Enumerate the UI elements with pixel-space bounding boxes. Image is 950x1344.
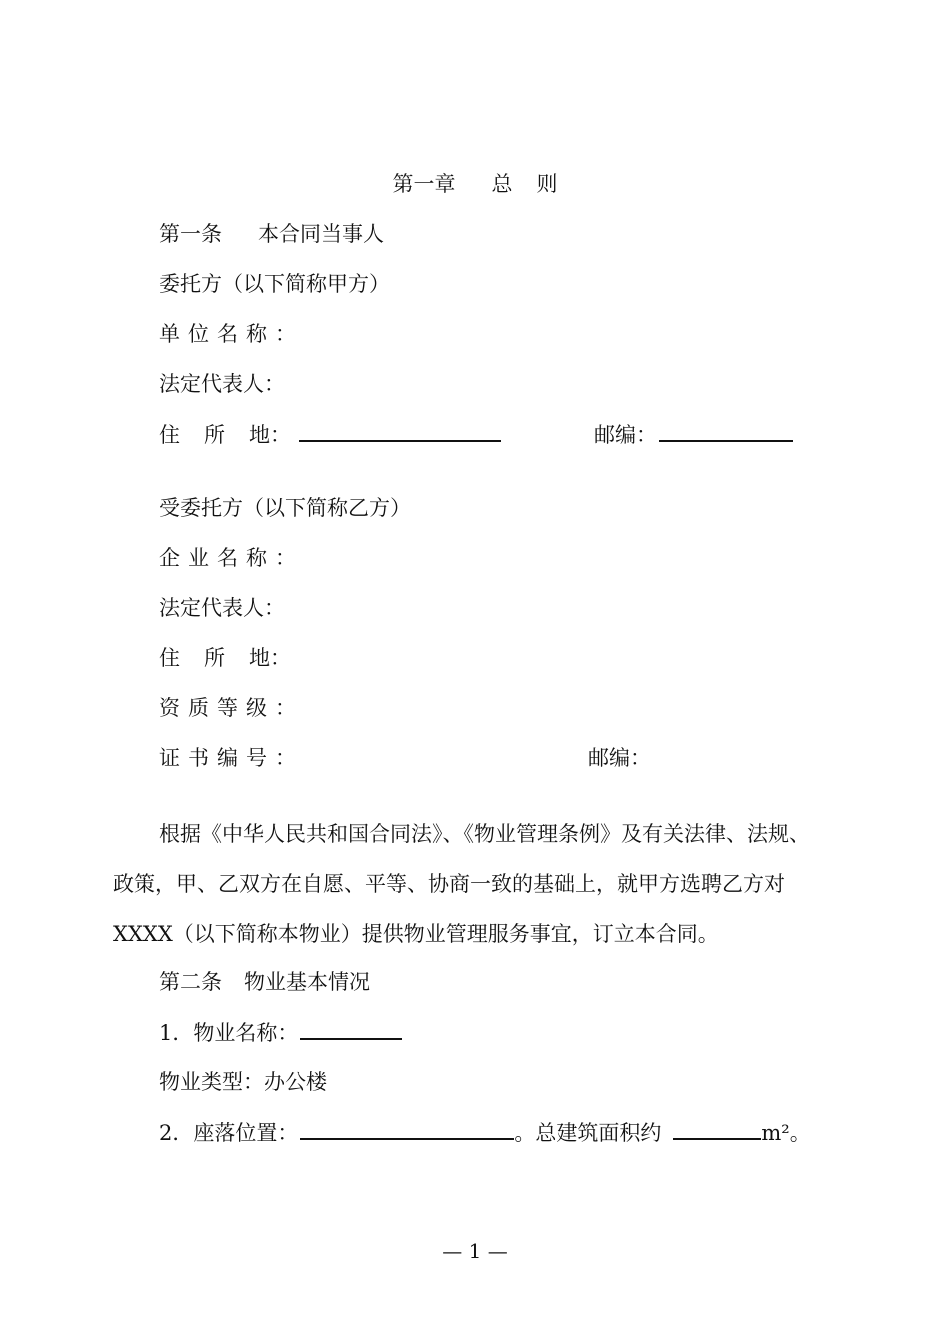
article2-title: 物业基本情况 — [244, 970, 370, 994]
party-a-address-label-1: 住 — [159, 423, 180, 447]
area-field[interactable] — [673, 1118, 761, 1140]
article2-number: 第二条 — [159, 970, 222, 994]
article1-title: 本合同当事人 — [258, 222, 384, 246]
party-b-address-label-2: 所 — [204, 646, 225, 670]
location-field[interactable] — [300, 1118, 514, 1140]
party-b-qualification-label: 资质等级： — [159, 696, 304, 720]
location-label: 2．座落位置： — [159, 1121, 299, 1145]
party-a-address-row — [159, 420, 501, 449]
party-a-address-field[interactable] — [299, 420, 501, 442]
preamble-line-2: 政策，甲、乙双方在自愿、平等、协商一致的基础上，就甲方选聘乙方对 — [113, 872, 785, 896]
area-unit: m²。 — [761, 1121, 811, 1145]
party-a-address-label-2: 所 — [204, 423, 225, 447]
party-b-address-label-1: 住 — [159, 646, 180, 670]
party-a-postcode-field[interactable] — [659, 420, 793, 442]
party-a-org-name-label: 单位名称： — [159, 322, 304, 346]
area-text: 。总建筑面积约 — [514, 1121, 662, 1145]
property-name-field[interactable] — [300, 1018, 402, 1040]
chapter-number: 第一章 — [392, 172, 456, 196]
party-a-postcode-label: 邮编： — [594, 423, 657, 447]
property-name-label: 1．物业名称： — [159, 1021, 299, 1045]
preamble-line-3: XXXX（以下简称本物业）提供物业管理服务事宜，订立本合同。 — [113, 922, 719, 946]
party-b-postcode-label: 邮编： — [588, 746, 651, 770]
location-row — [159, 1118, 811, 1147]
party-a-address-label-3: 地： — [249, 423, 291, 447]
party-b-address-label-3: 地： — [249, 646, 291, 670]
party-b-label: 受委托方（以下简称乙方） — [159, 496, 411, 520]
chapter-title — [0, 170, 950, 198]
page-number: — 1 — — [442, 1239, 508, 1263]
article2-heading — [159, 968, 370, 996]
property-type: 物业类型：办公楼 — [159, 1070, 327, 1094]
chapter-subtitle-a: 总 — [491, 172, 513, 196]
party-a-legal-rep-label: 法定代表人： — [159, 372, 285, 396]
article1-number: 第一条 — [159, 222, 222, 246]
party-a-postcode-row — [594, 420, 793, 449]
party-b-legal-rep-label: 法定代表人： — [159, 596, 285, 620]
preamble-line-1: 根据《中华人民共和国合同法》、《物业管理条例》及有关法律、法规、 — [159, 822, 810, 846]
chapter-subtitle-b: 则 — [536, 172, 558, 196]
party-a-label: 委托方（以下简称甲方） — [159, 272, 390, 296]
article1-heading — [159, 220, 384, 248]
property-name-row — [159, 1018, 402, 1047]
party-b-certificate-label: 证书编号： — [159, 746, 304, 770]
party-b-address-row — [159, 644, 291, 672]
party-b-company-name-label: 企业名称： — [159, 546, 304, 570]
